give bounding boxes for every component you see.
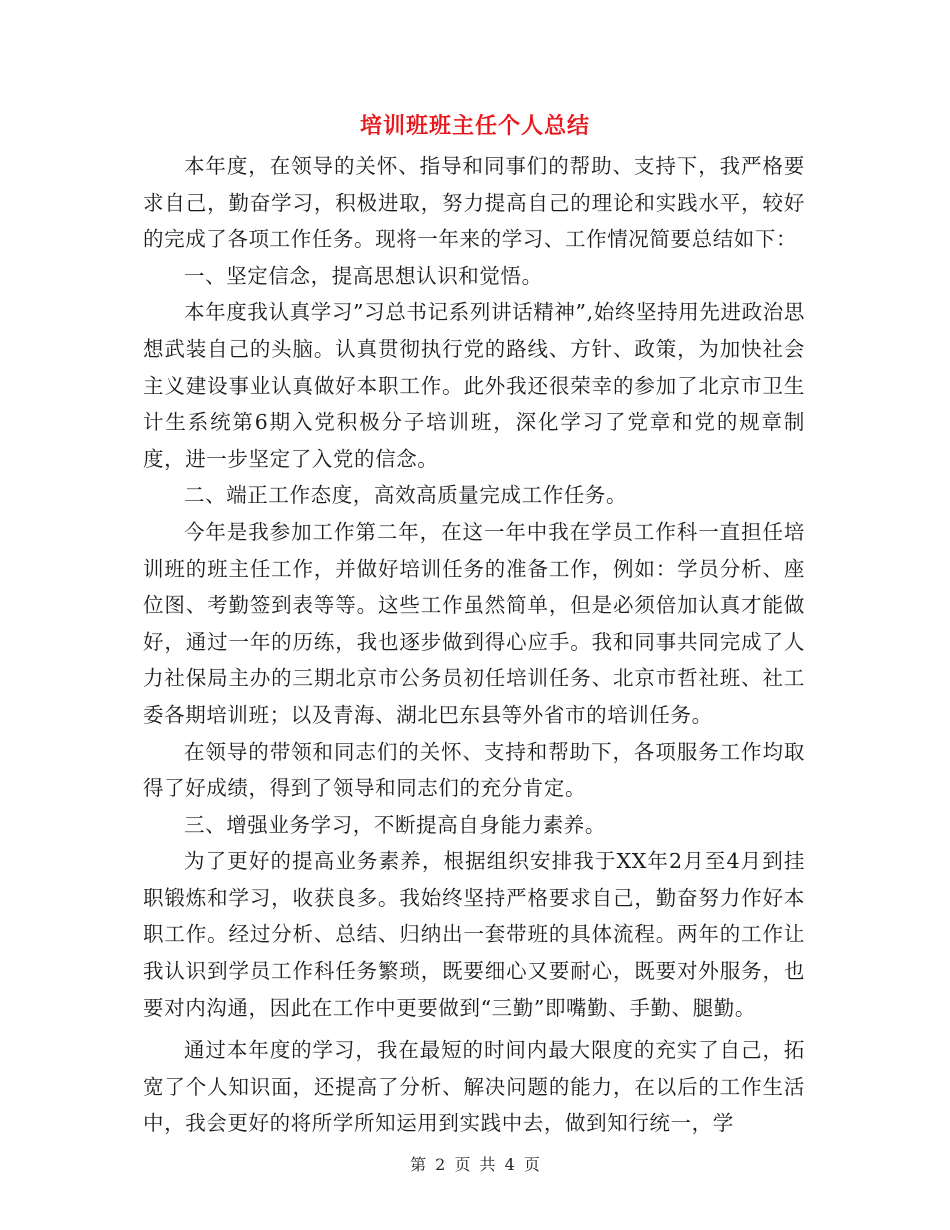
body-paragraph: 本年度我认真学习”习总书记系列讲话精神”,始终坚持用先进政治思想武装自己的头脑。认真贯彻执行党的路线、方针、政策，为加快社会主义建设事业认真做好本职工作。此外我还很荣幸的参加了北京市卫生计生系统第6期入党积极分子培训班，深化学习了党章和党的规章制度，进一步坚定了入党的信念。 (143, 300, 805, 471)
body-paragraph: 在领导的带领和同志们的关怀、支持和帮助下，各项服务工作均取得了好成绩，得到了领导和同志们的充分肯定。 (143, 739, 805, 801)
body-paragraph: 为了更好的提高业务素养，根据组织安排我于XX年2月至4月到挂职锻炼和学习，收获良多。我始终坚持严格要求自己，勤奋努力作好本职工作。经过分析、总结、归纳出一套带班的具体流程。两年的工作让我认识到学员工作科任务繁琐，既要细心又要耐心，既要对外服务，也要对内沟通，因此在工作中更要做到“三勤”即嘴勤、手勤、腿勤。 (143, 849, 805, 1020)
section-heading: 二、端正工作态度，高效高质量完成工作任务。 (184, 483, 628, 508)
body-paragraph: 通过本年度的学习，我在最短的时间内最大限度的充实了自己，拓宽了个人知识面，还提高了分析、解决问题的能力，在以后的工作生活中，我会更好的将所学所知运用到实践中去，做到知行统一，学 (143, 1038, 805, 1136)
section-heading: 三、增强业务学习，不断提高自身能力素养。 (184, 812, 606, 837)
body-paragraph: 今年是我参加工作第二年，在这一年中我在学员工作科一直担任培训班的班主任工作，并做好培训任务的准备工作，例如：学员分析、座位图、考勤签到表等等。这些工作虽然简单，但是必须倍加认真才能做好，通过一年的历练，我也逐步做到得心应手。我和同事共同完成了人力社保局主办的三期北京市公务员初任培训任务、北京市哲社班、社工委各期培训班；以及青海、湖北巴东县等外省市的培训任务。 (143, 519, 805, 727)
document-title: 培训班班主任个人总结 (359, 113, 590, 139)
document-body (143, 148, 805, 1142)
page-footer: 第 2 页 共 4 页 (410, 1155, 540, 1174)
body-paragraph: 本年度，在领导的关怀、指导和同事们的帮助、支持下，我严格要求自己，勤奋学习，积极进取，努力提高自己的理论和实践水平，较好的完成了各项工作任务。现将一年来的学习、工作情况简要总结如下： (143, 154, 805, 252)
section-heading: 一、坚定信念，提高思想认识和觉悟。 (184, 263, 543, 288)
